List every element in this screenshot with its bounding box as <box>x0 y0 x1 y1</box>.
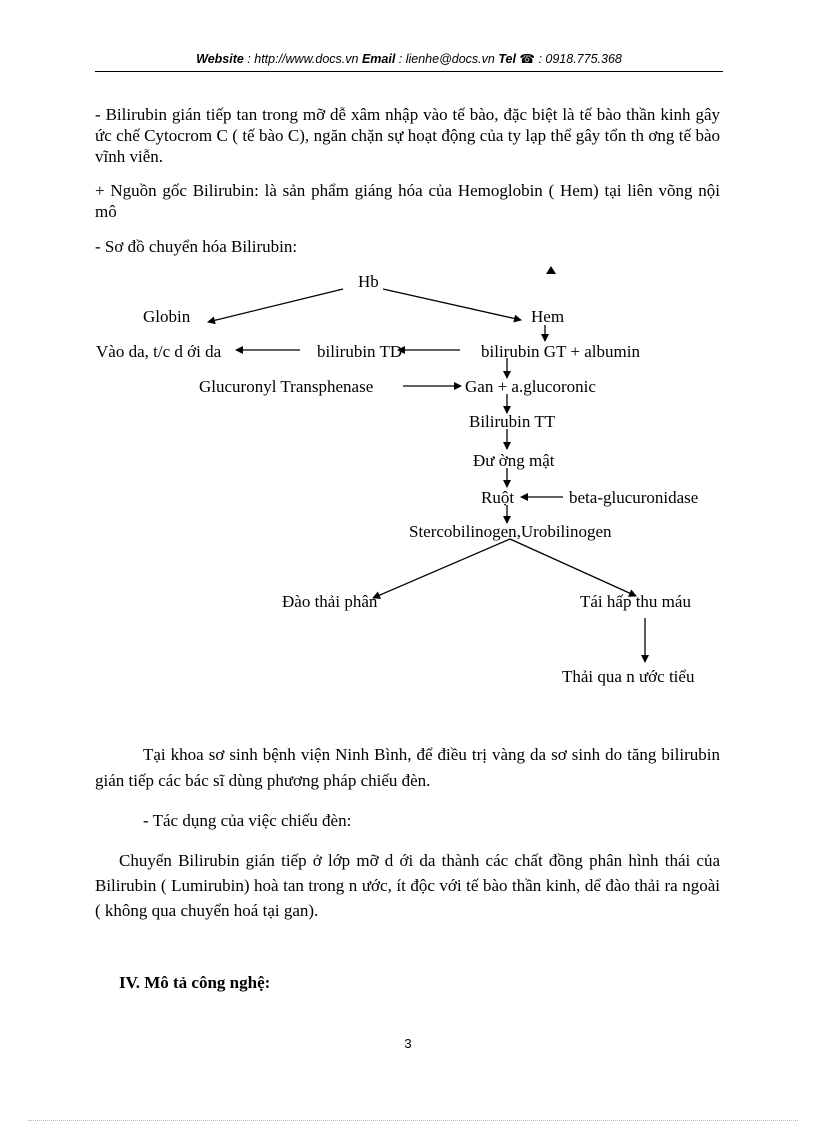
node-hb: Hb <box>358 272 379 291</box>
paragraph-diagram-title: - Sơ đồ chuyển hóa Bilirubin: <box>95 237 298 256</box>
tel-number: ☎ : 0918.775.368 <box>515 52 622 66</box>
arrow-sterco-to-reabsorb <box>510 539 636 596</box>
paragraph-phototherapy-effect-title: - Tác dụng của việc chiếu đèn: <box>143 811 352 830</box>
website-label: Website <box>196 52 244 66</box>
arrow-hb-to-hem <box>383 289 521 320</box>
node-thai-qua-nuoc-tieu: Thải qua n ước tiểu <box>562 667 695 686</box>
node-beta-glucuronidase: beta-glucuronidase <box>569 488 699 507</box>
page-number: 3 <box>404 1036 412 1051</box>
arrow-hb-to-globin <box>208 289 343 322</box>
node-ruot: Ruột <box>481 488 515 507</box>
email-label: Email <box>361 52 396 66</box>
stray-triangle-mark <box>546 266 556 274</box>
node-bilirubin-td: bilirubin TD <box>317 342 403 361</box>
node-globin: Globin <box>143 307 191 326</box>
website-url[interactable]: : http://www.docs.vn <box>243 52 362 66</box>
node-hem: Hem <box>531 307 565 326</box>
node-bilirubin-gt: bilirubin GT + albumin <box>481 342 640 361</box>
paragraph-phototherapy-effect: Chuyển Bilirubin gián tiếp ở lớp mỡ d ới da thành các chất đồng phân hình thái của Bilirubin ( Lumirubin) hoà tan trong n ước, ít độc với tế bào thần kinh, dể đào thải ra ngoài ( không qua chuyển hoá tại gan). <box>95 851 720 920</box>
node-vao-da: Vào da, t/c d ới da <box>96 342 222 361</box>
arrow-sterco-to-feces <box>373 539 510 598</box>
email-address[interactable]: : lienhe@docs.vn <box>395 52 499 66</box>
node-duong-mat: Đư ờng mật <box>473 451 555 470</box>
section-heading: IV. Mô tả công nghệ: <box>119 973 271 992</box>
page-bottom-divider <box>28 1120 798 1121</box>
node-dao-thai-phan: Đào thải phân <box>282 592 378 611</box>
paragraph-phototherapy-intro: Tại khoa sơ sinh bệnh viện Ninh Bình, để điều trị vàng da sơ sinh do tăng bilirubin gián tiếp các bác sĩ dùng phương pháp chiếu đèn. <box>95 745 720 790</box>
paragraph-bilirubin-origin: + Nguồn gốc Bilirubin: là sản phẩm giáng hóa của Hemoglobin ( Hem) tại liên võng nội mô <box>95 181 720 221</box>
node-sterco-urobilinogen: Stercobilinogen,Urobilinogen <box>409 522 612 541</box>
node-tai-hap-thu: Tái hấp thu máu <box>580 592 691 611</box>
node-gan: Gan + a.glucoronic <box>465 377 596 396</box>
tel-label: Tel <box>498 52 516 66</box>
node-bilirubin-tt: Bilirubin TT <box>469 412 556 431</box>
node-glucuronyl: Glucuronyl Transphenase <box>199 377 374 396</box>
paragraph-bilirubin-indirect: - Bilirubin gián tiếp tan trong mỡ dễ xâm nhập vào tế bào, đặc biệt là tế bào thần kinh gây ức chế Cytocrom C ( tế bào C), ngăn chặn sự hoạt động của ty lạp thể gây tổn th ơng tế bào vĩnh viễn. <box>95 105 720 166</box>
